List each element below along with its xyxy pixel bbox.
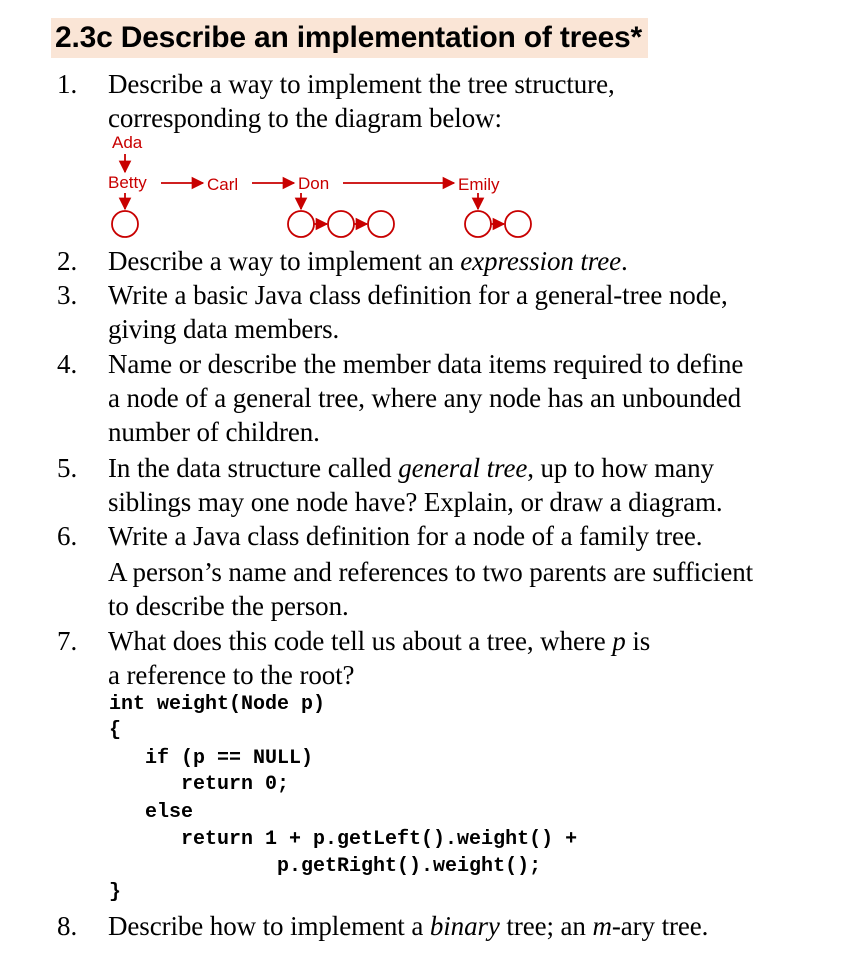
code-line: return 1 + p.getLeft().weight() + <box>109 828 578 851</box>
question-number: 2. <box>57 246 78 276</box>
question-4-line-1: Name or describe the member data items required to define <box>108 349 744 379</box>
code-line: } <box>109 881 122 904</box>
node-label-ada: Ada <box>112 133 143 152</box>
question-2-line-1: Describe a way to implement an expression tree. <box>108 246 628 276</box>
question-6-line-3: to describe the person. <box>108 591 349 621</box>
node-label-don: Don <box>298 174 330 193</box>
code-line: { <box>109 719 122 742</box>
question-1-line-1: Describe a way to implement the tree structure, <box>108 69 615 99</box>
question-number: 7. <box>57 626 78 656</box>
code-line: if (p == NULL) <box>109 747 314 770</box>
question-3-line-1: Write a basic Java class definition for a general-tree node, <box>108 280 728 310</box>
question-3-line-2: giving data members. <box>108 314 340 344</box>
don-child-node-1 <box>288 211 314 237</box>
question-8-line-1: Describe how to implement a binary tree; an m-ary tree. <box>108 911 709 941</box>
question-6-line-2: A person’s name and references to two parents are sufficient <box>108 557 754 587</box>
code-line: return 0; <box>109 773 290 796</box>
question-5-line-2: siblings may one node have? Explain, or draw a diagram. <box>108 487 723 517</box>
node-label-emily: Emily <box>458 175 500 194</box>
question-1-line-2: corresponding to the diagram below: <box>108 103 502 133</box>
don-child-node-2 <box>328 211 354 237</box>
emily-child-node-2 <box>505 211 531 237</box>
section-title: 2.3c Describe an implementation of trees* <box>51 18 648 58</box>
question-6-line-1: Write a Java class definition for a node of a family tree. <box>108 521 703 551</box>
emily-child-node-1 <box>465 211 491 237</box>
code-line: p.getRight().weight(); <box>109 855 542 878</box>
question-number: 4. <box>57 349 78 379</box>
code-line: int weight(Node p) <box>109 693 326 716</box>
node-label-betty: Betty <box>108 173 147 192</box>
question-number: 5. <box>57 453 78 483</box>
question-number: 6. <box>57 521 78 551</box>
question-7-line-1: What does this code tell us about a tree, where p is <box>108 626 651 656</box>
don-child-node-3 <box>368 211 394 237</box>
question-number: 8. <box>57 911 78 941</box>
code-line: else <box>109 801 194 824</box>
node-label-carl: Carl <box>207 175 239 194</box>
question-4-line-2: a node of a general tree, where any node has an unbounded <box>108 383 742 413</box>
question-number: 3. <box>57 280 78 310</box>
question-number: 1. <box>57 69 78 99</box>
question-4-line-3: number of children. <box>108 417 320 447</box>
betty-child-node <box>112 211 138 237</box>
question-5-line-1: In the data structure called general tree, up to how many <box>108 453 714 483</box>
question-7-line-2: a reference to the root? <box>108 660 355 690</box>
